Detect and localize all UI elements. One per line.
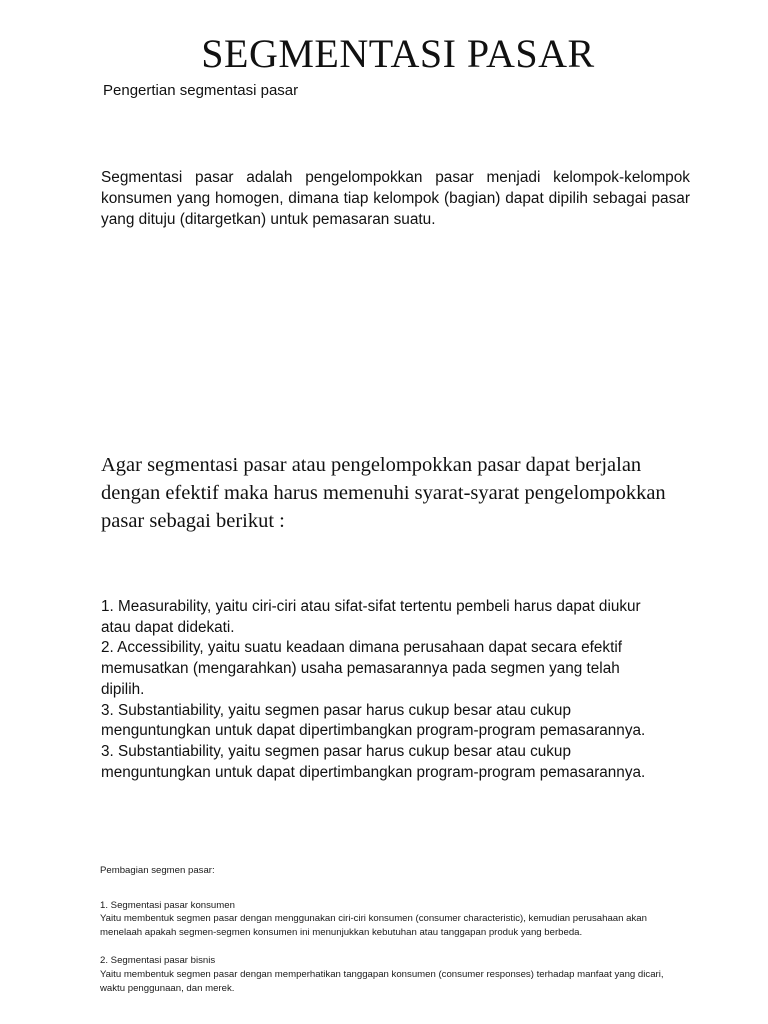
page-title: SEGMENTASI PASAR [201, 31, 595, 76]
requirements-list [101, 597, 661, 783]
segment-division-section [100, 864, 670, 1010]
requirements-intro: Agar segmentasi pasar atau pengelompokkan pasar dapat berjalan dengan efektif maka harus memenuhi syarat-syarat pengelompokkan pasar sebagai berikut : [101, 454, 666, 532]
requirement-item: 2. Accessibility, yaitu suatu keadaan dimana perusahaan dapat secara efektif memusatkan (mengarahkan) usaha pemasarannya pada segmen yang telah dipilih. [101, 639, 622, 698]
requirement-item: 1. Measurability, yaitu ciri-ciri atau sifat-sifat tertentu pembeli harus dapat diukur atau dapat didekati. [101, 598, 641, 636]
segment-text: Yaitu membentuk segmen pasar dengan memperhatikan tanggapan konsumen (consumer responses) terhadap manfaat yang dicari, waktu penggunaan, dan merek. [100, 968, 664, 994]
segment-item [100, 954, 670, 995]
segment-text: Yaitu membentuk segmen pasar dengan menggunakan ciri-ciri konsumen (consumer characteristic), kemudian perusahaan akan menelaah apakah segmen-segmen konsumen ini menunjukkan kebutuhan atau tanggapan produk yang berbeda. [100, 913, 647, 938]
segment-title: 2. Segmentasi pasar bisnis [100, 955, 216, 967]
section-subtitle: Pengertian segmentasi pasar [103, 82, 299, 99]
segment-item [100, 899, 670, 940]
requirement-item: 3. Substantiability, yaitu segmen pasar harus cukup besar atau cukup menguntungkan untuk dapat dipertimbangkan program-program pemasarannya. [101, 742, 646, 781]
segment-title: 1. Segmentasi pasar konsumen [100, 899, 235, 911]
requirement-item: 3. Substantiability, yaitu segmen pasar harus cukup besar atau cukup menguntungkan untuk dapat dipertimbangkan program-program pemasarannya. [101, 701, 646, 740]
definition-paragraph: Segmentasi pasar adalah pengelompokkan pasar menjadi kelompok-kelompok konsumen yang homogen, dimana tiap kelompok (bagian) dapat dipilih sebagai pasar yang dituju (ditargetkan) untuk pemasaran suatu. [101, 169, 690, 228]
division-heading: Pembagian segmen pasar: [100, 865, 215, 876]
